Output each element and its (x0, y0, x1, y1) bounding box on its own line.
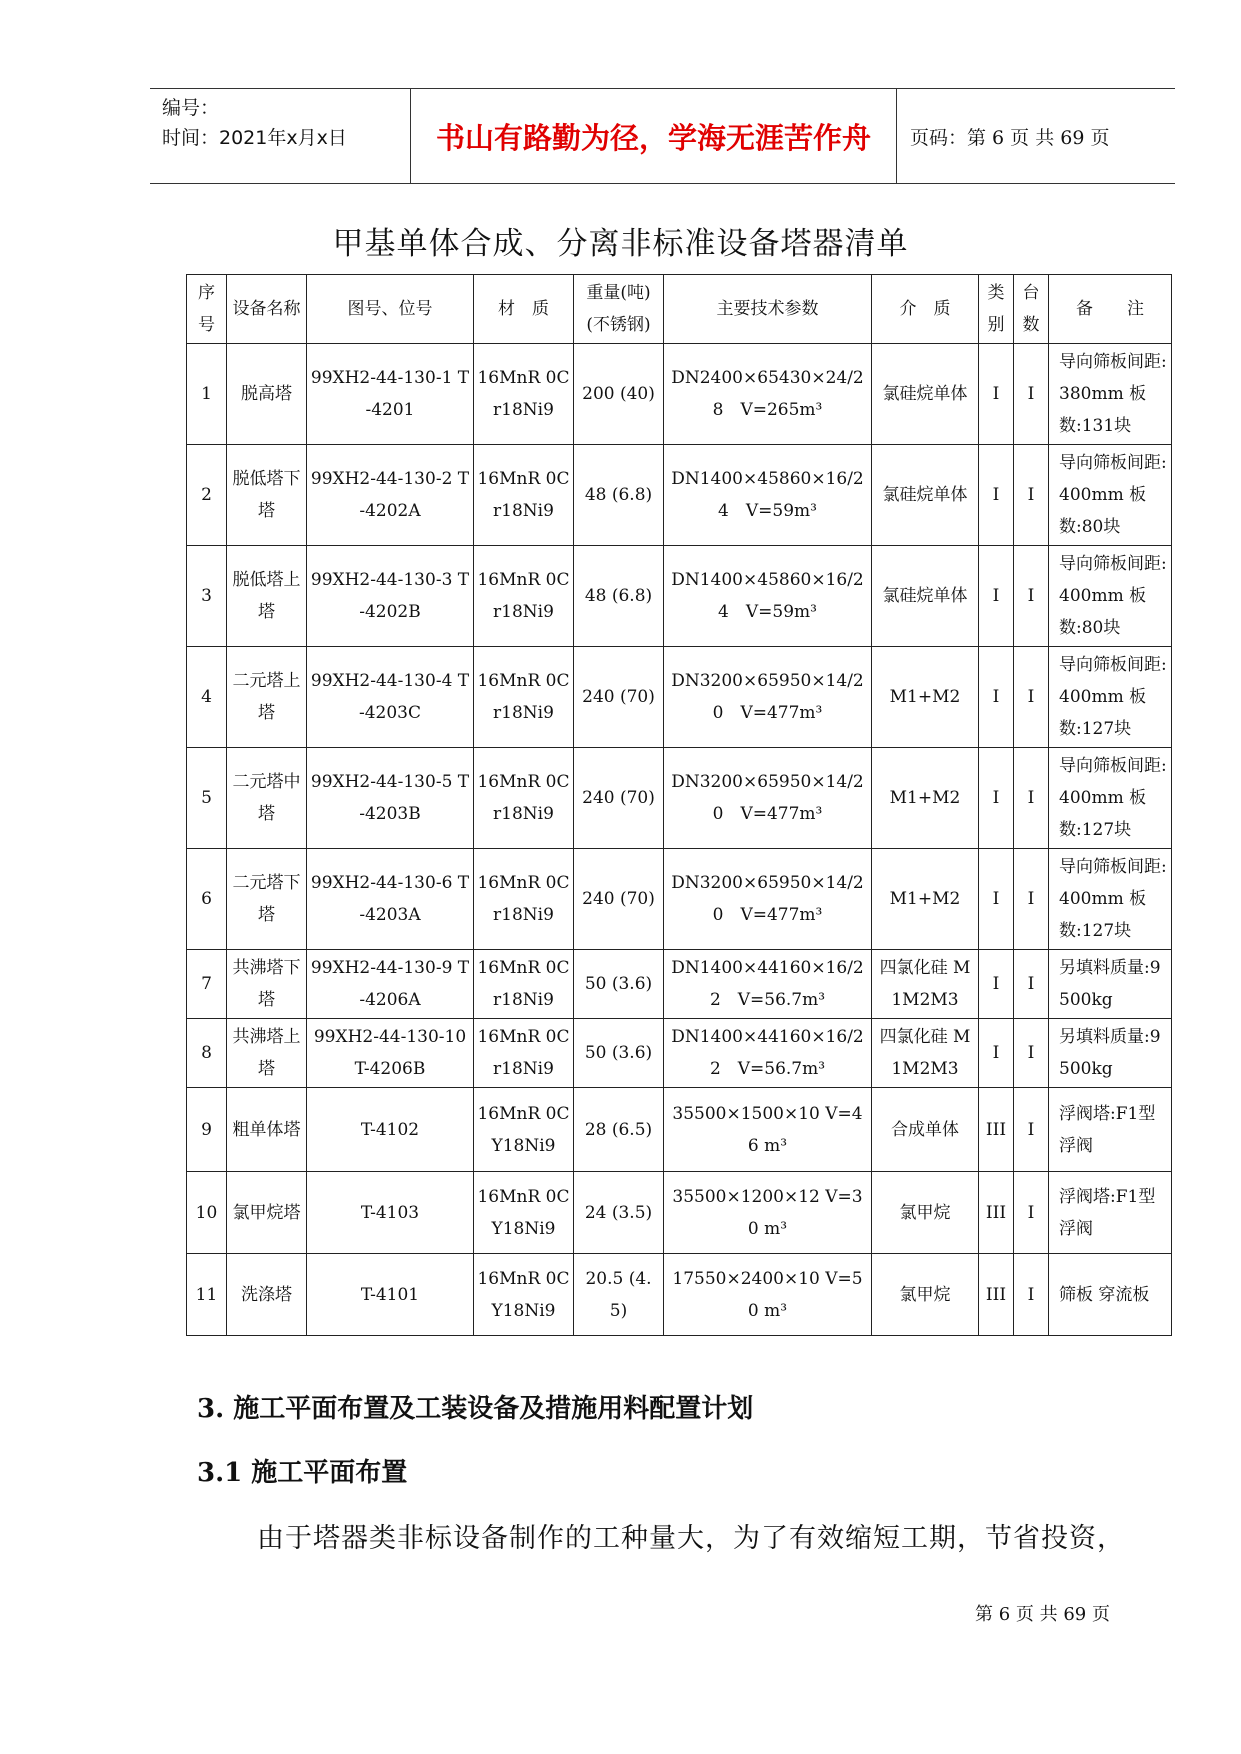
table-row (187, 445, 1172, 546)
cell-params: DN3200×65950×14/20 V=477m³ (664, 849, 872, 950)
cell-params: DN3200×65950×14/20 V=477m³ (664, 748, 872, 849)
cell-no: 1 (187, 344, 227, 445)
cell-qty: I (1014, 1172, 1049, 1254)
cell-params: DN2400×65430×24/28 V=265m³ (664, 344, 872, 445)
cell-drawing: T-4102 (307, 1088, 474, 1172)
cell-no: 11 (187, 1254, 227, 1336)
cell-qty: I (1014, 1254, 1049, 1336)
col-header-medium: 介 质 (872, 275, 979, 344)
cell-name: 脱高塔 (227, 344, 307, 445)
cell-name: 二元塔上塔 (227, 647, 307, 748)
cell-note: 导向筛板间距:400mm 板数:127块 (1049, 647, 1172, 748)
cell-category: III (979, 1088, 1014, 1172)
table-header-row (187, 275, 1172, 344)
cell-weight: 50 (3.6) (574, 950, 664, 1019)
col-header-qty: 台数 (1014, 275, 1049, 344)
cell-params: DN1400×44160×16/22 V=56.7m³ (664, 950, 872, 1019)
cell-qty: I (1014, 445, 1049, 546)
cell-category: I (979, 546, 1014, 647)
cell-medium: 氯甲烷 (872, 1254, 979, 1336)
cell-material: 16MnR 0CY18Ni9 (474, 1254, 574, 1336)
cell-weight: 240 (70) (574, 748, 664, 849)
cell-drawing: 99XH2-44-130-5 T-4203B (307, 748, 474, 849)
cell-material: 16MnR 0CY18Ni9 (474, 1172, 574, 1254)
cell-note: 导向筛板间距:400mm 板数:80块 (1049, 546, 1172, 647)
cell-material: 16MnR 0Cr18Ni9 (474, 445, 574, 546)
cell-no: 8 (187, 1019, 227, 1088)
cell-name: 脱低塔下塔 (227, 445, 307, 546)
cell-name: 共沸塔下塔 (227, 950, 307, 1019)
cell-material: 16MnR 0Cr18Ni9 (474, 344, 574, 445)
table-row (187, 647, 1172, 748)
cell-material: 16MnR 0Cr18Ni9 (474, 1019, 574, 1088)
cell-category: I (979, 344, 1014, 445)
cell-qty: I (1014, 748, 1049, 849)
page-footer: 第 6 页 共 69 页 (975, 1604, 1110, 1625)
table-row (187, 1019, 1172, 1088)
cell-qty: I (1014, 1088, 1049, 1172)
cell-no: 10 (187, 1172, 227, 1254)
cell-name: 二元塔下塔 (227, 849, 307, 950)
table-row (187, 849, 1172, 950)
cell-drawing: 99XH2-44-130-10 T-4206B (307, 1019, 474, 1088)
cell-medium: M1+M2 (872, 748, 979, 849)
header-slogan: 书山有路勤为径，学海无涯苦作舟 (410, 89, 897, 183)
cell-name: 二元塔中塔 (227, 748, 307, 849)
cell-material: 16MnR 0Cr18Ni9 (474, 849, 574, 950)
cell-params: DN3200×65950×14/20 V=477m³ (664, 647, 872, 748)
cell-qty: I (1014, 647, 1049, 748)
cell-material: 16MnR 0Cr18Ni9 (474, 748, 574, 849)
cell-weight: 20.5 (4.5) (574, 1254, 664, 1336)
col-header-name: 设备名称 (227, 275, 307, 344)
cell-category: I (979, 647, 1014, 748)
section-heading-3: 3. 施工平面布置及工装设备及措施用料配置计划 (197, 1394, 754, 1424)
cell-name: 脱低塔上塔 (227, 546, 307, 647)
cell-material: 16MnR 0Cr18Ni9 (474, 647, 574, 748)
header-number: 编号： (162, 97, 220, 119)
cell-medium: 氯硅烷单体 (872, 445, 979, 546)
cell-weight: 48 (6.8) (574, 546, 664, 647)
cell-note: 导向筛板间距:400mm 板数:127块 (1049, 748, 1172, 849)
cell-note: 浮阀塔:F1型浮阀 (1049, 1088, 1172, 1172)
cell-medium: M1+M2 (872, 647, 979, 748)
table-row (187, 344, 1172, 445)
table-row (187, 1172, 1172, 1254)
cell-drawing: T-4103 (307, 1172, 474, 1254)
col-header-material: 材 质 (474, 275, 574, 344)
cell-qty: I (1014, 546, 1049, 647)
cell-weight: 24 (3.5) (574, 1172, 664, 1254)
cell-medium: 氯甲烷 (872, 1172, 979, 1254)
cell-qty: I (1014, 1019, 1049, 1088)
equipment-table (186, 274, 1172, 1336)
header-page-info: 页码：第 6 页 共 69 页 (910, 126, 1110, 149)
col-header-weight: 重量(吨)(不锈钢) (574, 275, 664, 344)
cell-category: I (979, 950, 1014, 1019)
cell-qty: I (1014, 950, 1049, 1019)
table-row (187, 1088, 1172, 1172)
cell-category: I (979, 1019, 1014, 1088)
cell-name: 氯甲烷塔 (227, 1172, 307, 1254)
table-row (187, 950, 1172, 1019)
cell-note: 另填料质量:9500kg (1049, 950, 1172, 1019)
cell-medium: 四氯化硅 M1M2M3 (872, 950, 979, 1019)
cell-material: 16MnR 0Cr18Ni9 (474, 950, 574, 1019)
cell-params: 35500×1500×10 V=46 m³ (664, 1088, 872, 1172)
cell-note: 导向筛板间距:400mm 板数:127块 (1049, 849, 1172, 950)
cell-category: I (979, 849, 1014, 950)
table-row (187, 748, 1172, 849)
col-header-note: 备 注 (1049, 275, 1172, 344)
cell-note: 导向筛板间距:400mm 板数:80块 (1049, 445, 1172, 546)
cell-name: 共沸塔上塔 (227, 1019, 307, 1088)
cell-no: 2 (187, 445, 227, 546)
body-paragraph: 由于塔器类非标设备制作的工种量大，为了有效缩短工期，节省投资， (257, 1523, 1125, 1554)
cell-drawing: 99XH2-44-130-1 T-4201 (307, 344, 474, 445)
document-title: 甲基单体合成、分离非标准设备塔器清单 (332, 226, 909, 262)
cell-weight: 48 (6.8) (574, 445, 664, 546)
cell-drawing: 99XH2-44-130-6 T-4203A (307, 849, 474, 950)
cell-params: DN1400×44160×16/22 V=56.7m³ (664, 1019, 872, 1088)
cell-name: 洗涤塔 (227, 1254, 307, 1336)
cell-params: 35500×1200×12 V=30 m³ (664, 1172, 872, 1254)
col-header-params: 主要技术参数 (664, 275, 872, 344)
cell-medium: 合成单体 (872, 1088, 979, 1172)
cell-no: 9 (187, 1088, 227, 1172)
cell-params: 17550×2400×10 V=50 m³ (664, 1254, 872, 1336)
cell-material: 16MnR 0CY18Ni9 (474, 1088, 574, 1172)
cell-weight: 200 (40) (574, 344, 664, 445)
col-header-no: 序号 (187, 275, 227, 344)
cell-drawing: T-4101 (307, 1254, 474, 1336)
cell-weight: 240 (70) (574, 647, 664, 748)
cell-medium: M1+M2 (872, 849, 979, 950)
cell-note: 导向筛板间距:380mm 板数:131块 (1049, 344, 1172, 445)
cell-drawing: 99XH2-44-130-9 T-4206A (307, 950, 474, 1019)
cell-note: 筛板 穿流板 (1049, 1254, 1172, 1336)
cell-drawing: 99XH2-44-130-2 T-4202A (307, 445, 474, 546)
cell-material: 16MnR 0Cr18Ni9 (474, 546, 574, 647)
cell-no: 3 (187, 546, 227, 647)
cell-qty: I (1014, 849, 1049, 950)
cell-qty: I (1014, 344, 1049, 445)
cell-name: 粗单体塔 (227, 1088, 307, 1172)
page-header (150, 88, 1175, 184)
cell-weight: 28 (6.5) (574, 1088, 664, 1172)
section-heading-3-1: 3.1 施工平面布置 (197, 1458, 408, 1488)
cell-drawing: 99XH2-44-130-3 T-4202B (307, 546, 474, 647)
cell-no: 6 (187, 849, 227, 950)
cell-category: III (979, 1172, 1014, 1254)
cell-medium: 氯硅烷单体 (872, 344, 979, 445)
cell-category: I (979, 445, 1014, 546)
cell-weight: 240 (70) (574, 849, 664, 950)
cell-drawing: 99XH2-44-130-4 T-4203C (307, 647, 474, 748)
cell-no: 7 (187, 950, 227, 1019)
cell-params: DN1400×45860×16/24 V=59m³ (664, 445, 872, 546)
cell-medium: 四氯化硅 M1M2M3 (872, 1019, 979, 1088)
cell-no: 4 (187, 647, 227, 748)
header-time: 时间：2021年x月x日 (162, 127, 347, 149)
cell-no: 5 (187, 748, 227, 849)
col-header-category: 类别 (979, 275, 1014, 344)
cell-weight: 50 (3.6) (574, 1019, 664, 1088)
table-row (187, 1254, 1172, 1336)
cell-note: 另填料质量:9500kg (1049, 1019, 1172, 1088)
cell-category: III (979, 1254, 1014, 1336)
cell-params: DN1400×45860×16/24 V=59m³ (664, 546, 872, 647)
col-header-drawing: 图号、位号 (307, 275, 474, 344)
cell-medium: 氯硅烷单体 (872, 546, 979, 647)
header-meta (162, 93, 347, 153)
table-row (187, 546, 1172, 647)
cell-category: I (979, 748, 1014, 849)
cell-note: 浮阀塔:F1型浮阀 (1049, 1172, 1172, 1254)
